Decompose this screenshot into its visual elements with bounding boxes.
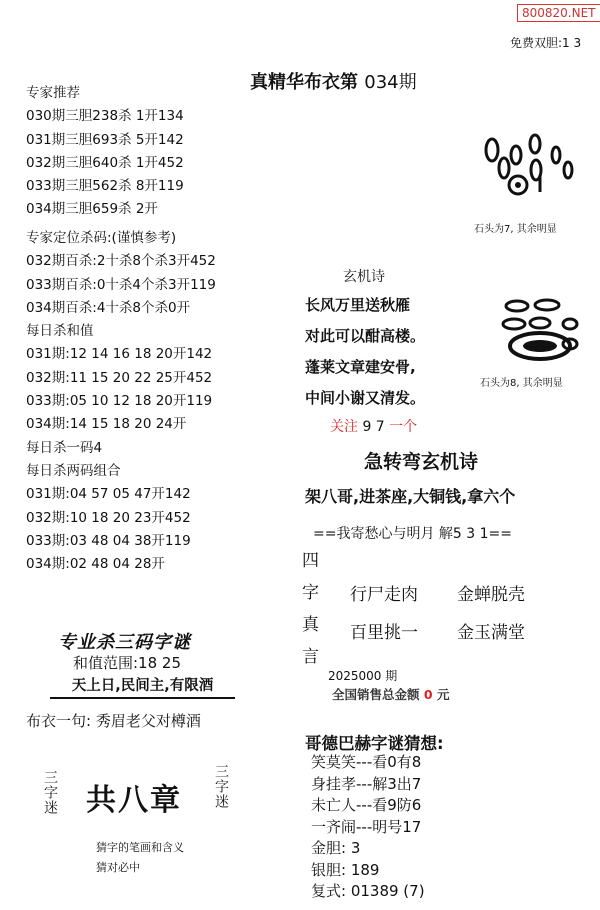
expert-heading: 专家推荐 — [26, 85, 80, 101]
answer-item: 金胆: 3 — [311, 839, 361, 857]
list-item: 031期:12 14 16 18 20开142 — [26, 346, 213, 363]
poem — [305, 290, 425, 414]
list-item: 034期:14 15 18 20 24开 — [26, 416, 187, 433]
box-title: 专业杀三码字谜 — [58, 632, 191, 653]
stone-label-2: 石头为8, 其余明显 — [480, 378, 563, 389]
answer-item: 未亡人---看9防6 — [311, 796, 422, 814]
sales-total — [332, 685, 449, 703]
phrase-item: 金玉满堂 — [457, 623, 525, 643]
period-number: 2025000 期 — [328, 669, 398, 683]
moon-line: ==我寄愁心与明月 解5 3 1== — [313, 526, 512, 542]
list-item: 030期三胆238杀 1开134 — [26, 108, 184, 125]
follow-label: 关注 — [330, 419, 358, 435]
answer-item: 笑莫笑---看0有8 — [311, 753, 422, 771]
stone-ring-image-1 — [478, 130, 578, 215]
title-main: 真精华布衣第 — [250, 72, 358, 93]
answer-item: 身挂孝---解3出7 — [311, 774, 422, 793]
answer-item: 银胆: 189 — [311, 860, 380, 879]
kill-two-heading: 每日杀两码组合 — [26, 462, 121, 479]
stone-ring-image-2 — [492, 296, 587, 371]
hint-line: 猜字的笔画和含义 — [96, 841, 184, 854]
poem-line: 长风万里送秋雁 — [305, 296, 411, 314]
hint-line: 猜对必中 — [96, 861, 140, 874]
list-item: 033期三胆562杀 8开119 — [26, 178, 184, 195]
stone-label-1: 石头为7, 其余明显 — [474, 224, 557, 235]
list-item: 031期:04 57 05 47开142 — [26, 486, 191, 503]
four-word-vertical: 四字真言 — [302, 551, 319, 667]
list-item: 033期:03 48 04 38开119 — [26, 532, 191, 549]
kill-one: 每日杀一码4 — [26, 439, 103, 456]
sales-value: 0 — [423, 687, 433, 702]
list-item: 034期三胆659杀 2开 — [26, 201, 158, 218]
site-badge[interactable]: 800820.NET — [517, 4, 600, 22]
expert-section — [26, 82, 184, 222]
list-item: 033期百杀:0十杀4个杀3开119 — [26, 276, 216, 293]
list-item: 034期百杀:4十杀8个杀0开 — [26, 299, 191, 316]
list-item: 032期三胆640杀 1开452 — [26, 154, 184, 171]
follow-line — [330, 416, 417, 436]
list-item: 032期:10 18 20 23开452 — [26, 509, 191, 526]
goldbach-answers — [311, 752, 425, 903]
sales-unit: 元 — [436, 687, 450, 702]
answer-item: 复式: 01389 (7) — [311, 882, 425, 900]
phrase-item: 百里挑一 — [350, 623, 418, 643]
poem-line: 对此可以酣高楼。 — [305, 327, 426, 345]
list-item: 034期:02 48 04 28开 — [26, 556, 165, 573]
sum-range: 和值范围:18 25 — [73, 654, 181, 672]
three-char-left: 三字迷 — [42, 770, 58, 815]
three-char-right: 三字迷 — [213, 764, 229, 809]
list-item: 032期百杀:2十杀8个杀3开452 — [26, 253, 216, 270]
answer-item: 一齐闹---明号17 — [311, 817, 422, 836]
position-heading: 专家定位杀码:(谨慎参考) — [26, 230, 177, 246]
page-title — [250, 68, 417, 94]
position-section — [26, 227, 216, 576]
phrase-item: 行尸走肉 — [350, 585, 418, 605]
free-pick: 免费双胆:1 3 — [510, 36, 582, 50]
poem-line: 蓬莱文章建安骨, — [305, 358, 416, 376]
list-item: 033期:05 10 12 18 20开119 — [26, 393, 213, 410]
list-item: 032期:11 15 20 22 25开452 — [26, 369, 213, 386]
riddle-title: 急转弯玄机诗 — [364, 451, 479, 473]
poem-line: 中间小谢又清发。 — [305, 389, 426, 407]
poem-title: 玄机诗 — [343, 269, 385, 285]
phrase-item: 金蝉脱壳 — [457, 585, 525, 605]
follow-suffix: 一个 — [389, 419, 418, 435]
sales-label: 全国销售总金额 — [332, 687, 420, 702]
follow-numbers: 9 7 — [362, 419, 385, 435]
goldbach-title: 哥德巴赫字谜猜想: — [305, 734, 444, 753]
riddle-phrase: 天上日,民间主,有限酒 — [50, 674, 235, 699]
sum-heading: 每日杀和值 — [26, 323, 94, 340]
guess-hint — [96, 838, 184, 878]
title-issue: 034期 — [364, 72, 417, 93]
riddle-text: 架八哥,进茶座,大铜钱,拿六个 — [305, 487, 516, 506]
eight-chapters: 共八章 — [86, 783, 182, 818]
list-item: 031期三胆693杀 5开142 — [26, 131, 184, 148]
buyi-line: 布衣一句: 秀眉老父对樽酒 — [26, 712, 201, 730]
